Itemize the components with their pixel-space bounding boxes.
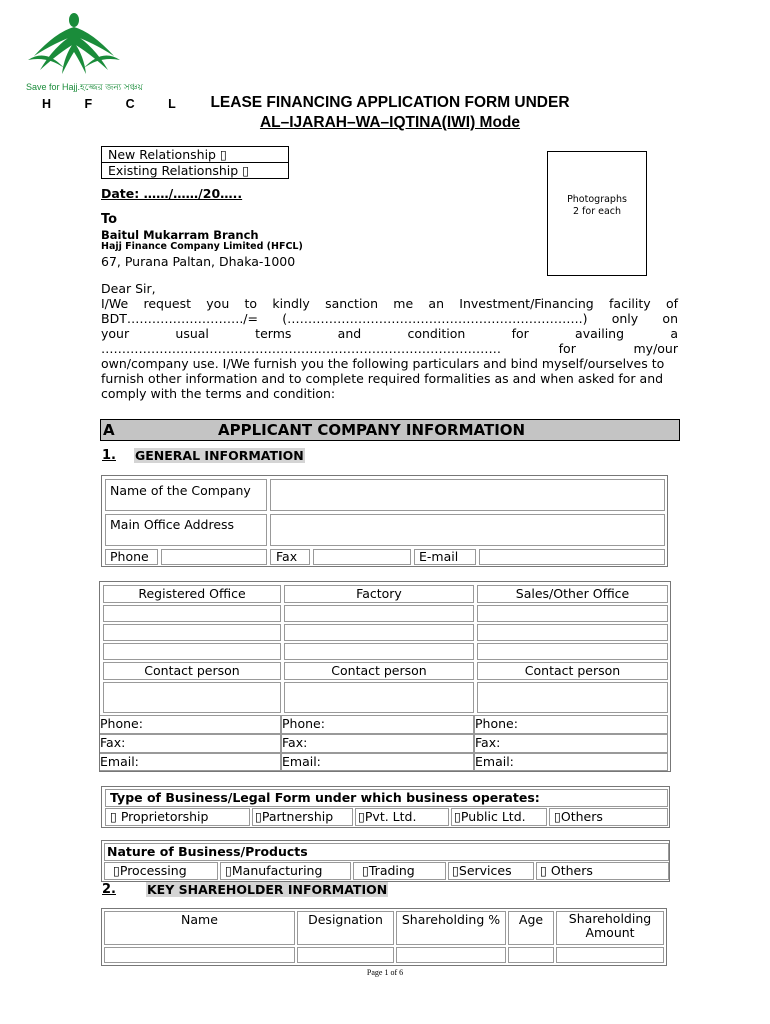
- branch-address: 67, Purana Paltan, Dhaka-1000: [101, 254, 296, 269]
- section-letter: A: [103, 421, 115, 439]
- to-label: To: [101, 212, 118, 227]
- shareholder-info-title: KEY SHAREHOLDER INFORMATION: [147, 882, 388, 897]
- section-a-header: [100, 419, 680, 441]
- processing-checkbox[interactable]: ▯Processing: [104, 862, 218, 880]
- request-letter: [101, 281, 678, 401]
- fax-input[interactable]: [313, 549, 411, 565]
- factory-address-input[interactable]: [284, 605, 474, 622]
- column-header-age: Age: [508, 911, 554, 945]
- email-label-cell: E-mail: [414, 549, 476, 565]
- sales-email-field[interactable]: Email:: [474, 753, 668, 771]
- branch-name: Baitul Mukarram Branch: [101, 228, 259, 242]
- date-field[interactable]: Date: ……/……/20…..: [101, 186, 243, 201]
- partnership-checkbox[interactable]: ▯Partnership: [252, 808, 353, 826]
- relationship-box: [101, 146, 289, 179]
- registered-office-header: Registered Office: [103, 585, 281, 603]
- letter-line: own/company use. I/We furnish you the following particulars and bind myself/ourselves to: [101, 356, 665, 371]
- general-info-table: [101, 475, 668, 567]
- shareholder-age-input[interactable]: [508, 947, 554, 963]
- shareholder-info-number: 2.: [102, 882, 116, 897]
- letter-line: I/We request you to kindly sanction me an Investment/Financing facility of: [101, 296, 678, 311]
- registered-phone-field[interactable]: Phone:: [100, 715, 281, 734]
- offices-table: [99, 581, 671, 772]
- office-address-input[interactable]: [270, 514, 665, 546]
- shareholder-name-input[interactable]: [104, 947, 295, 963]
- new-relationship-option[interactable]: New Relationship ▯: [108, 147, 227, 162]
- fax-label-cell: Fax: [270, 549, 310, 565]
- office-address-label-cell: Main Office Address: [105, 514, 267, 546]
- sales-phone-field[interactable]: Phone:: [474, 715, 668, 734]
- trading-checkbox[interactable]: ▯Trading: [353, 862, 446, 880]
- pvt-ltd-checkbox[interactable]: ▯Pvt. Ltd.: [355, 808, 449, 826]
- existing-relationship-option[interactable]: Existing Relationship ▯: [102, 162, 288, 178]
- sales-fax-field[interactable]: Fax:: [474, 734, 668, 753]
- sales-office-address-input[interactable]: [477, 624, 668, 641]
- contact-person-label: Contact person: [477, 662, 668, 680]
- factory-header: Factory: [284, 585, 474, 603]
- registered-office-address-input[interactable]: [103, 624, 281, 641]
- company-name-label-cell: Name of the Company: [105, 479, 267, 511]
- contact-person-input[interactable]: [284, 682, 474, 713]
- letter-line: your usual terms and condition for availing a: [101, 326, 678, 341]
- services-checkbox[interactable]: ▯Services: [448, 862, 534, 880]
- sales-office-header: Sales/Other Office: [477, 585, 668, 603]
- others-checkbox[interactable]: ▯ Others: [536, 862, 669, 880]
- letter-line: comply with the terms and condition:: [101, 386, 336, 401]
- factory-phone-field[interactable]: Phone:: [281, 715, 474, 734]
- letter-line: furnish other information and to complete required formalities as and when asked for and: [101, 371, 664, 386]
- company-name-input[interactable]: [270, 479, 665, 511]
- contact-person-input[interactable]: [477, 682, 668, 713]
- factory-email-field[interactable]: Email:: [281, 753, 474, 771]
- sales-office-address-input[interactable]: [477, 643, 668, 660]
- column-header-shareholding-amount: Shareholding Amount: [556, 911, 664, 945]
- contact-person-input[interactable]: [103, 682, 281, 713]
- general-info-title: GENERAL INFORMATION: [135, 448, 304, 463]
- phone-input[interactable]: [161, 549, 267, 565]
- contact-person-label: Contact person: [284, 662, 474, 680]
- column-header-designation: Designation: [297, 911, 394, 945]
- sales-office-address-input[interactable]: [477, 605, 668, 622]
- registered-fax-field[interactable]: Fax:: [100, 734, 281, 753]
- public-ltd-checkbox[interactable]: ▯Public Ltd.: [451, 808, 547, 826]
- factory-address-input[interactable]: [284, 624, 474, 641]
- contact-person-label: Contact person: [103, 662, 281, 680]
- business-nature-title: Nature of Business/Products: [104, 843, 669, 861]
- factory-address-input[interactable]: [284, 643, 474, 660]
- letter-line: BDT………………………./= (……………………………………………………………..) only on: [101, 311, 678, 326]
- logo-tagline: Save for Hajj.হজ্জের জন্য সঞ্চয়: [26, 82, 143, 92]
- registered-office-address-input[interactable]: [103, 643, 281, 660]
- shareholder-amount-input[interactable]: [556, 947, 664, 963]
- email-input[interactable]: [479, 549, 665, 565]
- page-number: Page 1 of 6: [366, 968, 404, 977]
- proprietorship-checkbox[interactable]: ▯ Proprietorship: [105, 808, 250, 826]
- letter-line: …………………………………………………………………………………… for my/our: [101, 341, 678, 356]
- column-header-name: Name: [104, 911, 295, 945]
- shareholder-designation-input[interactable]: [297, 947, 394, 963]
- phone-label-cell: Phone: [105, 549, 158, 565]
- company-name: Hajj Finance Company Limited (HFCL): [101, 241, 303, 252]
- photograph-label: Photographs 2 for each: [567, 194, 627, 217]
- form-title: LEASE FINANCING APPLICATION FORM UNDER: [210, 94, 570, 111]
- form-subtitle: AL–IJARAH–WA–IQTINA(IWI) Mode: [259, 114, 521, 131]
- others-checkbox[interactable]: ▯Others: [549, 808, 668, 826]
- general-info-number: 1.: [102, 448, 116, 463]
- registered-office-address-input[interactable]: [103, 605, 281, 622]
- factory-fax-field[interactable]: Fax:: [281, 734, 474, 753]
- column-header-shareholding-percent: Shareholding %: [396, 911, 506, 945]
- section-title: APPLICANT COMPANY INFORMATION: [218, 421, 526, 439]
- business-type-title: Type of Business/Legal Form under which business operates:: [105, 789, 668, 807]
- salutation: Dear Sir,: [101, 281, 156, 296]
- business-nature-table: [101, 840, 670, 882]
- shareholder-percent-input[interactable]: [396, 947, 506, 963]
- org-abbreviation: H F C L: [42, 97, 191, 111]
- registered-email-field[interactable]: Email:: [100, 753, 281, 771]
- business-type-table: [101, 786, 670, 828]
- photograph-box[interactable]: [547, 151, 647, 276]
- manufacturing-checkbox[interactable]: ▯Manufacturing: [220, 862, 351, 880]
- shareholders-table: [101, 908, 667, 966]
